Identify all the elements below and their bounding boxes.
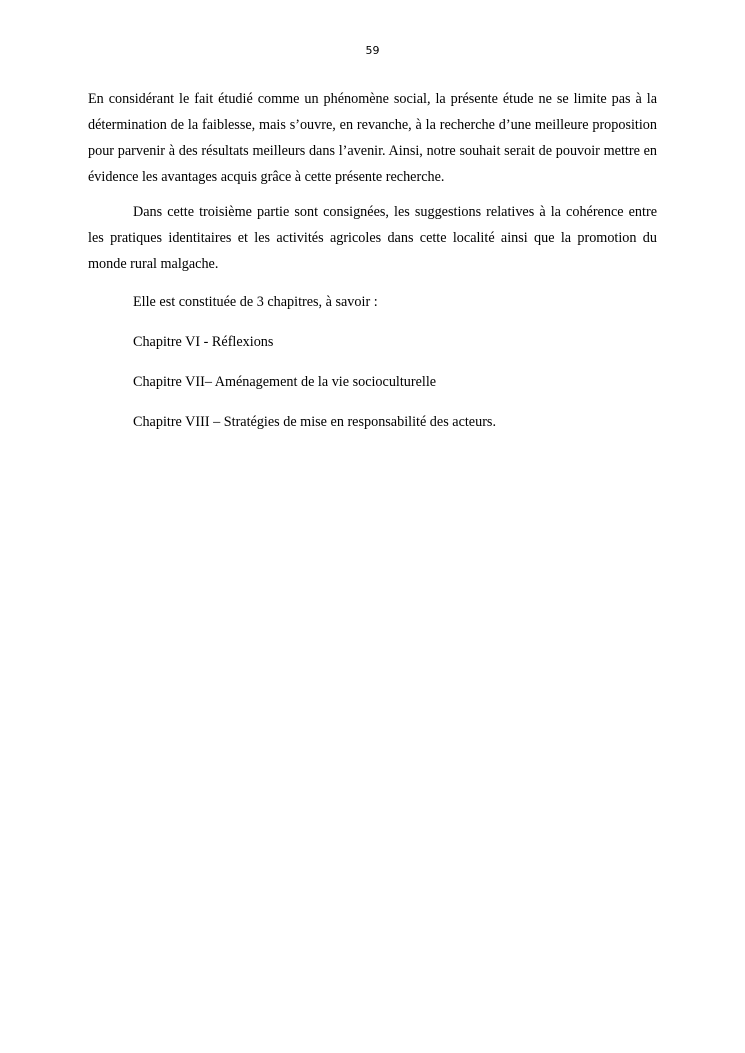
page-number: 59 [365, 44, 380, 57]
chapter-item-vii: Chapitre VII– Aménagement de la vie socioculturelle [133, 374, 437, 390]
paragraph-third-part: Dans cette troisième partie sont consignées, les suggestions relatives à la cohérence entre les pratiques identitaires et les activités agricoles dans cette localité ainsi que la promotion du monde rural malgache. [88, 204, 657, 272]
chapter-item-vi: Chapitre VI - Réflexions [133, 334, 274, 350]
document-body [88, 86, 657, 449]
paragraph-intro: En considérant le fait étudié comme un phénomène social, la présente étude ne se limite pas à la détermination de la faiblesse, mais s’ouvre, en revanche, à la recherche d’une meilleure proposition pour parvenir à des résultats meilleurs dans l’avenir. Ainsi, notre souhait serait de pouvoir mettre en évidence les avantages acquis grâce à cette présente recherche. [88, 91, 657, 185]
chapter-item-viii: Chapitre VIII – Stratégies de mise en responsabilité des acteurs. [133, 414, 496, 430]
chapters-intro-line: Elle est constituée de 3 chapitres, à savoir : [133, 294, 378, 310]
